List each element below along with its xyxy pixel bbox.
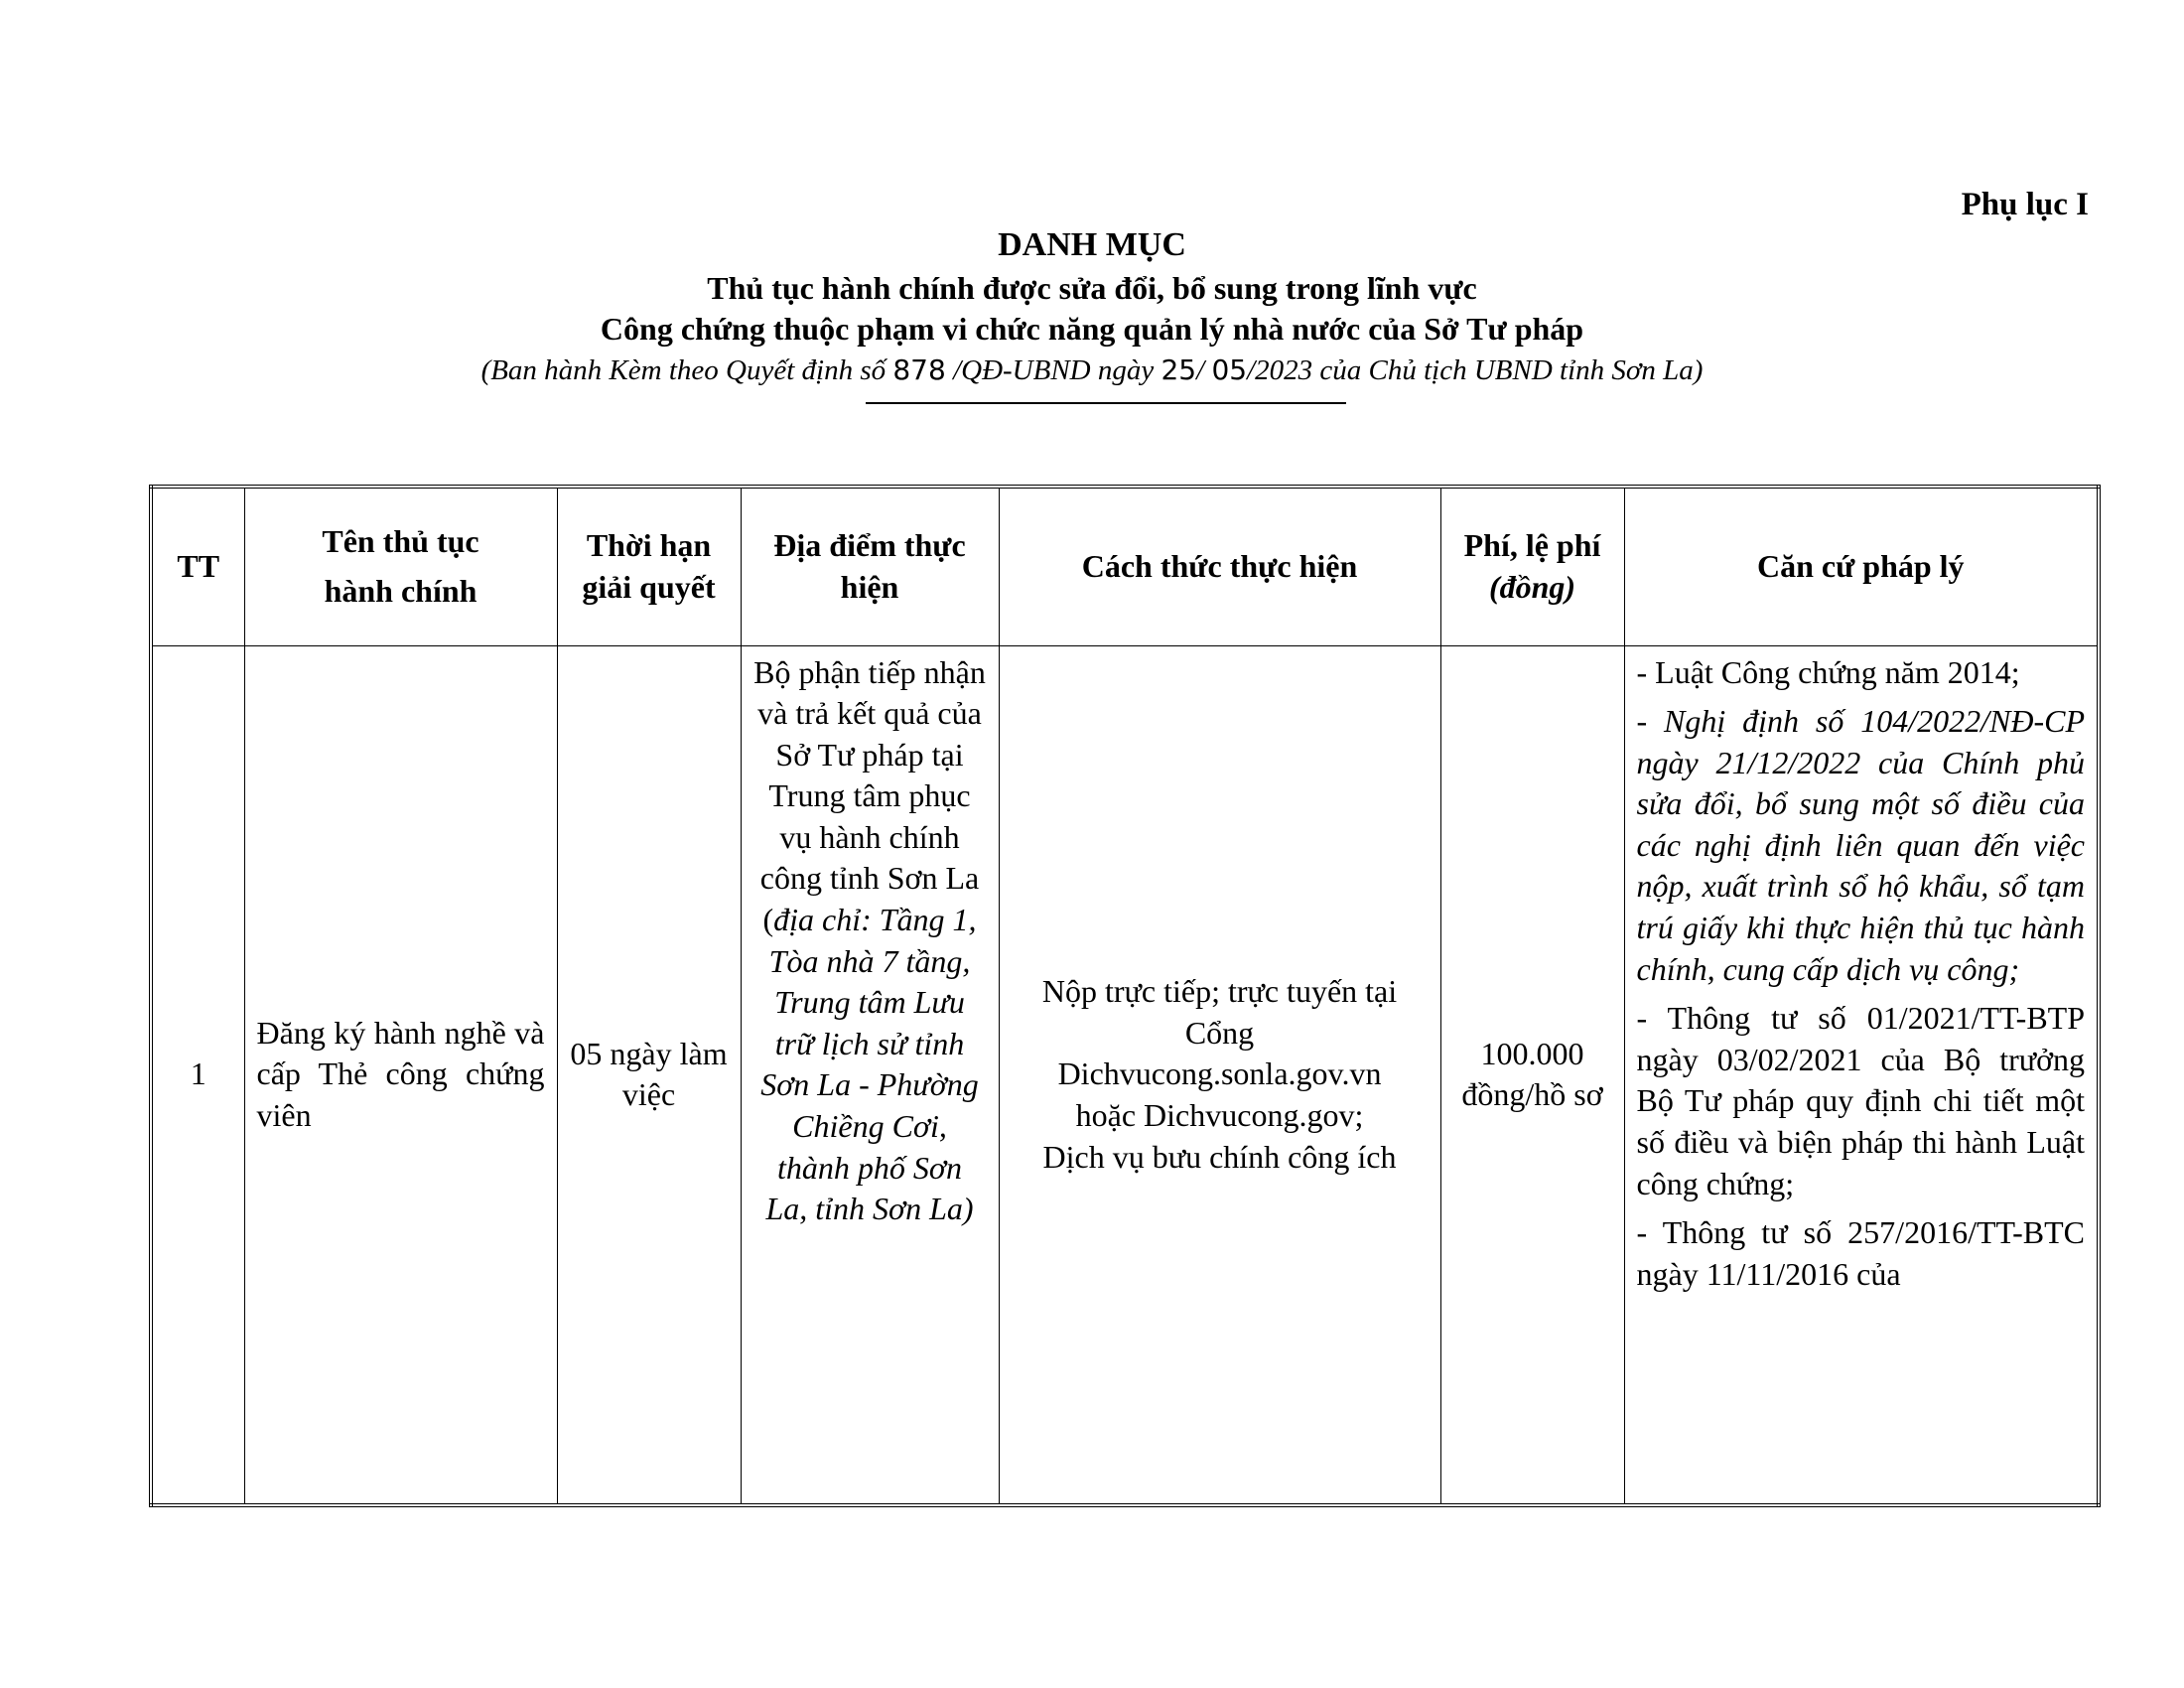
header-procedure-name: [244, 487, 557, 645]
header-fee-line2: (đồng): [1488, 568, 1576, 605]
header-procedure-name-line1: Tên thủ tục: [322, 523, 479, 560]
fee-amount: 100.000: [1480, 1035, 1584, 1071]
method-line-3: hoặc Dichvucong.gov;: [1075, 1097, 1364, 1134]
header-duration: Thời hạn giải quyết: [557, 487, 741, 645]
decision-year: /2023: [1247, 354, 1313, 386]
header-location: Địa điểm thực hiện: [741, 487, 999, 645]
decision-number: 878: [892, 353, 946, 386]
document-title: DANH MỤC: [998, 226, 1186, 263]
legal-item-2: - Nghị định số 104/2022/NĐ-CP ngày 21/12/2022 của Chính phủ sửa đổi, bổ sung một số điều của các nghị định liên quan đến việc nộp, xuất trình sổ hộ khẩu, sổ tạm trú giấy khi thực hiện thủ tục hành chính, cung cấp dịch vụ công;: [1636, 703, 2085, 987]
cell-procedure-name: Đăng ký hành nghề và cấp Thẻ công chứng viên: [244, 645, 557, 1505]
table-header-row: [151, 487, 2099, 645]
procedures-table: [149, 485, 2101, 1507]
cell-fee: [1440, 645, 1624, 1505]
header-procedure-name-line2: hành chính: [324, 572, 478, 609]
header-tt: TT: [151, 487, 244, 645]
table-row: [151, 645, 2099, 1505]
fee-unit: đồng/hồ sơ: [1461, 1076, 1603, 1113]
issuance-sep: /: [1196, 354, 1212, 386]
decision-day: 25: [1160, 353, 1197, 386]
cell-method: [999, 645, 1440, 1505]
issuance-mid: /QĐ-UBND ngày: [945, 354, 1161, 386]
issuance-line: [0, 353, 2184, 387]
issuance-suffix: của Chủ tịch UBND tỉnh Sơn La): [1312, 354, 1704, 386]
method-line-2: Dichvucong.sonla.gov.vn: [1057, 1055, 1382, 1092]
document-subtitle-1: Thủ tục hành chính được sửa đổi, bổ sung trong lĩnh vực: [707, 270, 1477, 306]
header-fee-line1: Phí, lệ phí: [1463, 527, 1601, 564]
legal-item-1: - Luật Công chứng năm 2014;: [1636, 653, 2020, 690]
issuance-prefix: (Ban hành Kèm theo Quyết định số: [480, 354, 893, 386]
cell-tt: 1: [151, 645, 244, 1505]
legal-item-4: - Thông tư số 257/2016/TT-BTC ngày 11/11/2016 của: [1636, 1214, 2085, 1292]
header-fee: [1440, 487, 1624, 645]
cell-duration: 05 ngày làm việc: [557, 645, 741, 1505]
method-line-4: Dịch vụ bưu chính công ích: [1042, 1138, 1397, 1175]
decision-month: 05: [1211, 353, 1248, 386]
method-line-1: Nộp trực tiếp; trực tuyến tại Cổng: [1041, 973, 1398, 1051]
document-subtitle-2: Công chứng thuộc phạm vi chức năng quản lý nhà nước của Sở Tư pháp: [600, 311, 1584, 347]
header-legal-basis: Căn cứ pháp lý: [1624, 487, 2099, 645]
location-address: địa chỉ: Tầng 1, Tòa nhà 7 tầng, Trung tâm Lưu trữ lịch sử tỉnh Sơn La - Phường Chiềng Cơi, thành phố Sơn La, tỉnh Sơn La): [760, 902, 979, 1227]
location-main: Bộ phận tiếp nhận và trả kết quả của Sở Tư pháp tại Trung tâm phục vụ hành chính công tỉnh Sơn La (: [753, 653, 986, 938]
heading-divider: [866, 402, 1346, 404]
cell-legal-basis: [1624, 645, 2099, 1505]
header-method: Cách thức thực hiện: [999, 487, 1440, 645]
cell-location: [741, 645, 999, 1505]
legal-item-3: - Thông tư số 01/2021/TT-BTP ngày 03/02/2021 của Bộ trưởng Bộ Tư pháp quy định chi tiết một số điều và biện pháp thi hành Luật công chứng;: [1636, 1000, 2085, 1201]
appendix-label: Phụ lục I: [1961, 187, 2089, 222]
